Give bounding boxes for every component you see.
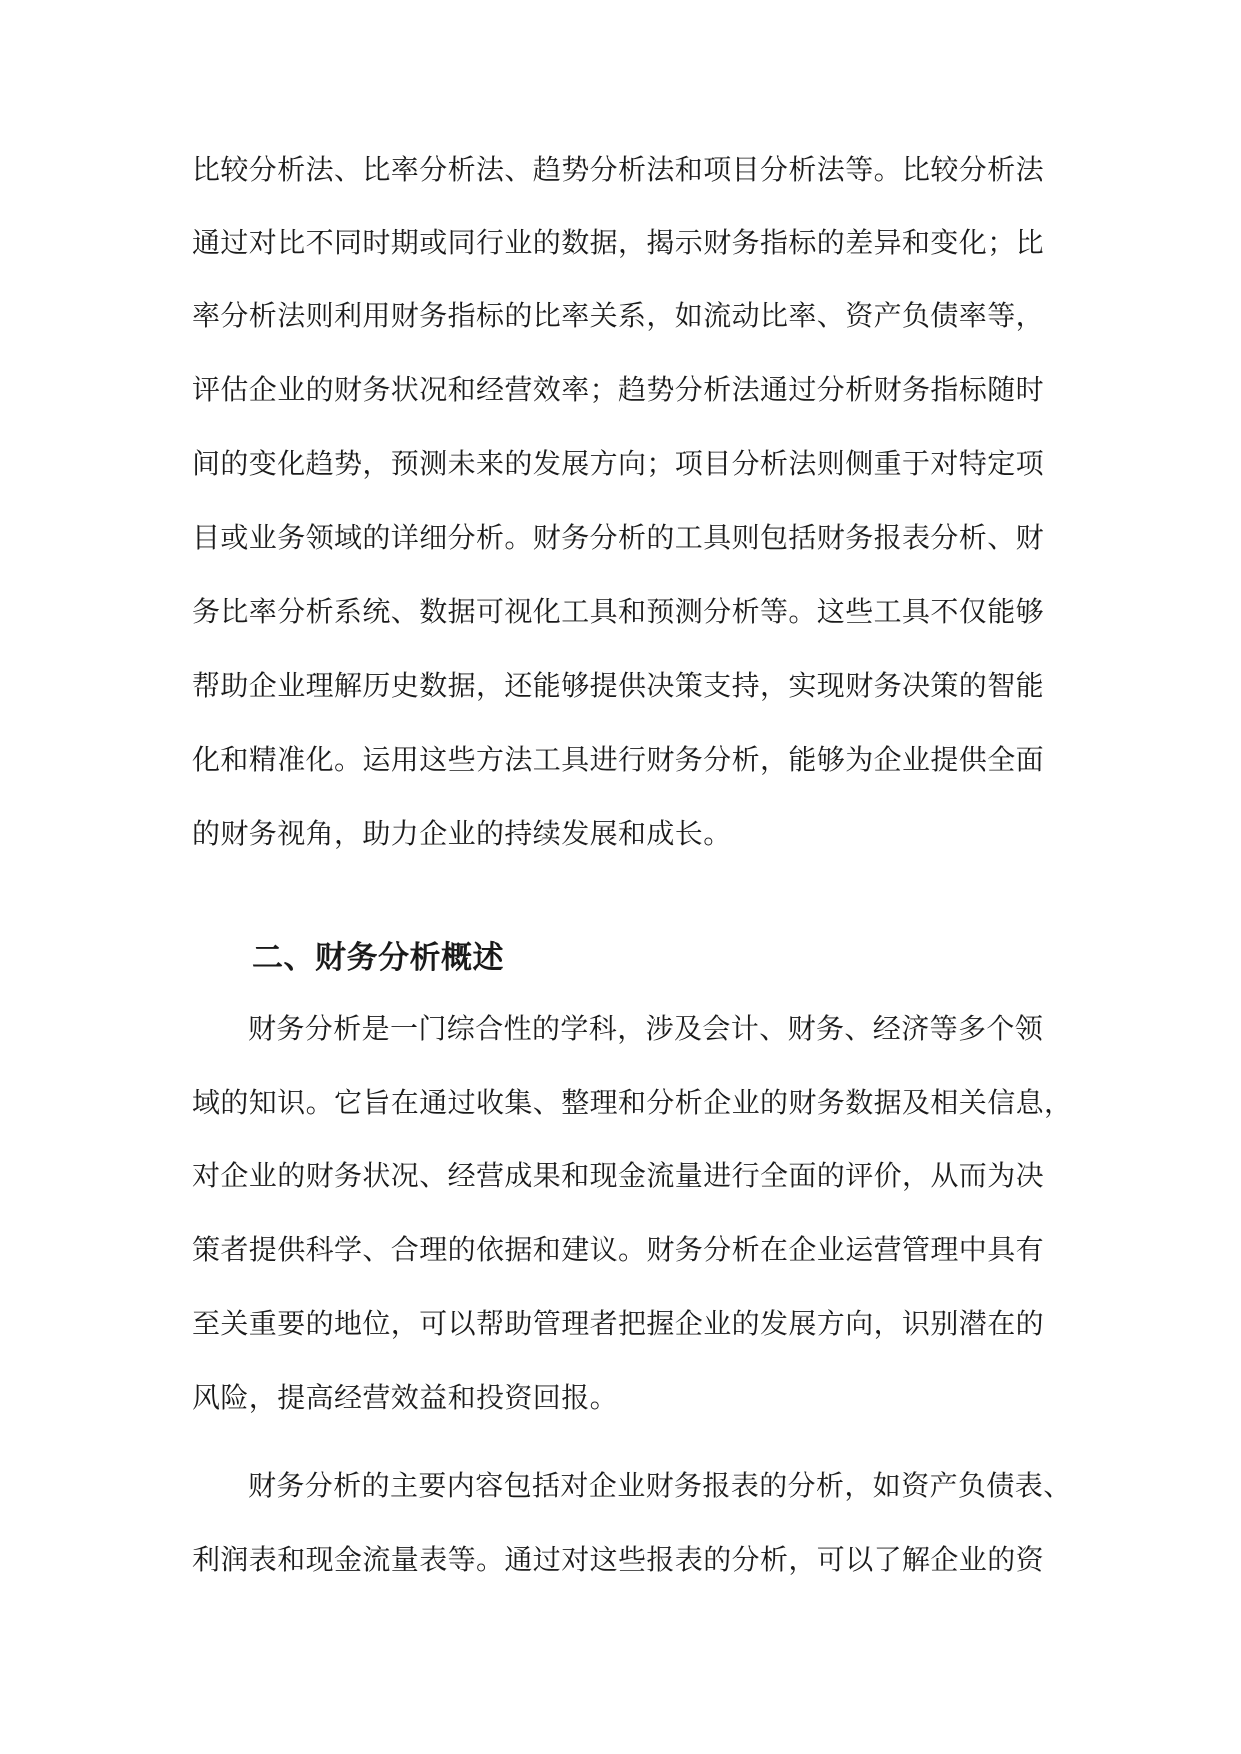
text-line: 利润表和现金流量表等。通过对这些报表的分析，可以了解企业的资	[192, 1543, 1045, 1576]
text-line: 务比率分析系统、数据可视化工具和预测分析等。这些工具不仅能够	[192, 595, 1045, 628]
text-line: 策者提供科学、合理的依据和建议。财务分析在企业运营管理中具有	[192, 1233, 1045, 1266]
text-line: 至关重要的地位，可以帮助管理者把握企业的发展方向，识别潜在的	[192, 1307, 1045, 1340]
text-line: 的财务视角，助力企业的持续发展和成长。	[192, 817, 732, 850]
text-line: 间的变化趋势，预测未来的发展方向；项目分析法则侧重于对特定项	[192, 447, 1045, 480]
text-line: 财务分析的主要内容包括对企业财务报表的分析，如资产负债表、	[248, 1469, 1072, 1502]
section-heading: 二、财务分析概述	[252, 940, 504, 976]
text-line: 对企业的财务状况、经营成果和现金流量进行全面的评价，从而为决	[192, 1159, 1045, 1192]
text-line: 率分析法则利用财务指标的比率关系，如流动比率、资产负债率等，	[192, 299, 1045, 332]
text-line: 财务分析是一门综合性的学科，涉及会计、财务、经济等多个领	[248, 1012, 1044, 1045]
text-line: 风险，提高经营效益和投资回报。	[192, 1381, 619, 1414]
text-line: 比较分析法、比率分析法、趋势分析法和项目分析法等。比较分析法	[192, 153, 1045, 186]
text-line: 化和精准化。运用这些方法工具进行财务分析，能够为企业提供全面	[192, 743, 1045, 776]
text-line: 通过对比不同时期或同行业的数据，揭示财务指标的差异和变化；比	[192, 226, 1045, 259]
text-line: 目或业务领域的详细分析。财务分析的工具则包括财务报表分析、财	[192, 521, 1045, 554]
text-line: 评估企业的财务状况和经营效率；趋势分析法通过分析财务指标随时	[192, 373, 1045, 406]
text-line: 帮助企业理解历史数据，还能够提供决策支持，实现财务决策的智能	[192, 669, 1045, 702]
text-line: 域的知识。它旨在通过收集、整理和分析企业的财务数据及相关信息，	[192, 1086, 1073, 1119]
